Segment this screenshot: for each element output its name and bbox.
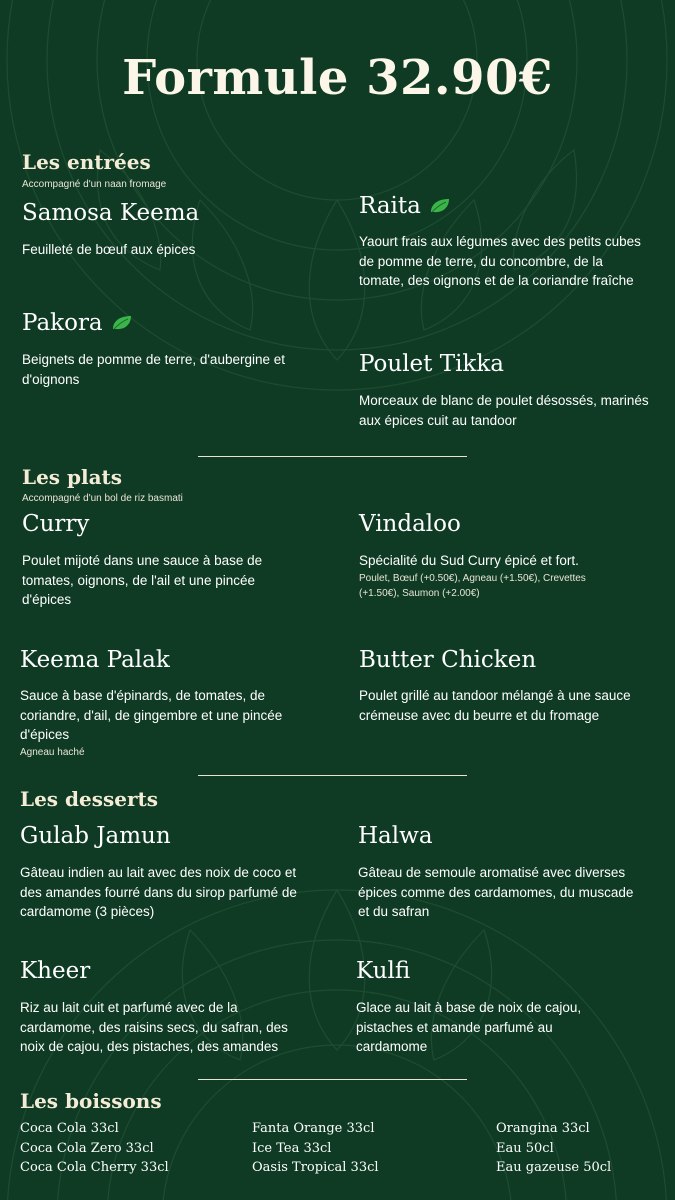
section-subtitle-plats: Accompagné d'un bol de riz basmati (22, 493, 183, 504)
menu-item-description: Morceaux de blanc de poulet désossés, marinés aux épices cuit au tandoor (359, 393, 649, 428)
menu-item-description: Sauce à base d'épinards, de tomates, de coriandre, d'ail, de gingembre et une pincée d'épices (20, 688, 283, 742)
drink-item: Eau gazeuse 50cl (496, 1160, 612, 1175)
drink-item: Ice Tea 33cl (252, 1140, 332, 1156)
drinks-column-1 (20, 1119, 169, 1178)
drinks-column-2 (252, 1119, 379, 1178)
section-title-plats: Les plats (22, 465, 123, 489)
menu-item-description: Feuilleté de bœuf aux épices (22, 242, 196, 257)
menu-item-name (359, 511, 461, 537)
section-title-desserts: Les desserts (20, 787, 158, 811)
menu-item-description: Poulet grillé au tandoor mélangé à une sauce crémeuse avec du beurre et du fromage (359, 688, 631, 723)
menu-item-description: Riz au lait cuit et parfumé avec de la cardamome, des raisins secs, du safran, des noix de cajou, des pistaches, des amandes (20, 1000, 288, 1054)
menu-item-description: Glace au lait à base de noix de cajou, pistaches et amande parfumé au cardamome (356, 1000, 582, 1054)
menu-item-name (22, 200, 199, 226)
item-name-text: Samosa Keema (22, 200, 200, 226)
menu-item-description: Gâteau de semoule aromatisé avec diverses épices comme des cardamomes, du muscade et du safran (358, 865, 634, 919)
drink-item: Coca Cola Cherry 33cl (20, 1160, 169, 1175)
menu-item-name (356, 958, 410, 984)
menu-item-description: Yaourt frais aux légumes avec des petits cubes de pomme de terre, du concombre, de la tomate, des oignons et de la coriandre fraîche (359, 234, 641, 288)
menu-title: Formule 32.90€ (122, 50, 553, 106)
leaf-icon (429, 198, 451, 214)
item-name-text: Kheer (20, 958, 91, 984)
section-title-boissons: Les boissons (20, 1089, 162, 1113)
menu-item-description: Spécialité du Sud Curry épicé et fort. (359, 553, 579, 568)
drink-item: Orangina 33cl (496, 1121, 590, 1136)
menu-item-description: Beignets de pomme de terre, d'aubergine et d'oignons (22, 352, 285, 387)
menu-item-note: Poulet, Bœuf (+0.50€), Agneau (+1.50€), Crevettes (+1.50€), Saumon (+2.00€) (359, 573, 586, 599)
drink-item: Oasis Tropical 33cl (252, 1160, 379, 1175)
menu-item-name (359, 193, 451, 219)
item-name-text: Butter Chicken (359, 647, 537, 673)
item-name-text: Poulet Tikka (359, 351, 505, 377)
divider (198, 775, 467, 776)
item-name-text: Curry (22, 511, 90, 537)
drink-item: Eau 50cl (496, 1140, 554, 1156)
item-name-text: Vindaloo (359, 511, 461, 537)
item-name-text: Gulab Jamun (20, 823, 171, 849)
menu-item-name (22, 511, 89, 537)
menu-item-name (20, 823, 171, 849)
menu-item-name (359, 647, 536, 673)
menu-item-description: Poulet mijoté dans une sauce à base de tomates, oignons, de l'ail et une pincée d'épices (22, 553, 263, 607)
drink-item: Coca Cola Zero 33cl (20, 1140, 154, 1156)
menu-item-name (20, 647, 170, 673)
drink-item: Coca Cola 33cl (20, 1121, 119, 1136)
item-name-text: Kulfi (356, 958, 411, 984)
drinks-column-3 (496, 1119, 611, 1178)
divider (198, 456, 467, 457)
section-subtitle-entrees: Accompagné d'un naan fromage (22, 179, 167, 190)
leaf-icon (111, 315, 133, 331)
menu-item-note: Agneau haché (20, 747, 85, 758)
drink-item: Fanta Orange 33cl (252, 1121, 375, 1136)
section-title-entrees: Les entrées (22, 150, 151, 174)
divider (198, 1079, 467, 1080)
menu-item-name (22, 310, 133, 336)
item-name-text: Halwa (358, 823, 433, 849)
menu-item-name (20, 958, 90, 984)
menu-item-description: Gâteau indien au lait avec des noix de coco et des amandes fourré dans du sirop parfumé de cardamome (3 pièces) (20, 865, 297, 919)
item-name-text: Keema Palak (20, 647, 170, 673)
item-name-text: Pakora (22, 310, 103, 336)
item-name-text: Raita (359, 193, 421, 219)
menu-item-name (359, 351, 504, 377)
menu-item-name (358, 823, 433, 849)
